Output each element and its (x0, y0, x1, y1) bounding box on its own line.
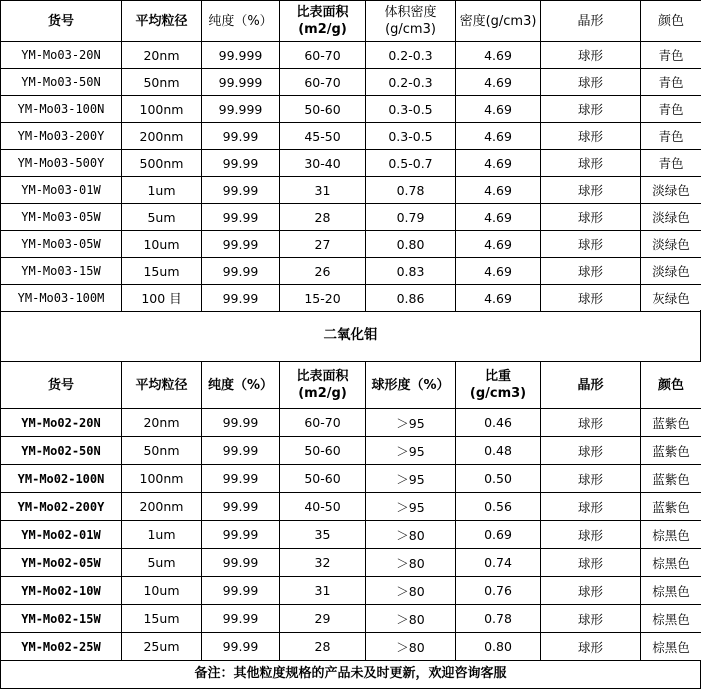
table-cell: 1um (122, 177, 202, 204)
table-cell: YM-Mo02-01W (1, 521, 122, 549)
table-cell: 淡绿色 (641, 204, 701, 231)
table-row (1, 549, 701, 577)
table-cell: YM-Mo03-01W (1, 177, 122, 204)
table-cell: 99.99 (202, 231, 280, 258)
table-cell: 球形 (541, 231, 641, 258)
table-cell: 青色 (641, 42, 701, 69)
table-cell: 青色 (641, 96, 701, 123)
table-cell: 球形 (541, 409, 641, 437)
table-cell: 0.5-0.7 (366, 150, 456, 177)
table-cell: 50nm (122, 69, 202, 96)
table-row (1, 633, 701, 661)
table2-header-sku: 货号 (1, 362, 122, 409)
table-cell: 100nm (122, 465, 202, 493)
table-cell: 99.99 (202, 465, 280, 493)
table-cell: 4.69 (456, 204, 541, 231)
table-row (1, 409, 701, 437)
table2-header-purity: 纯度（%） (202, 362, 280, 409)
table-cell: 蓝紫色 (641, 437, 701, 465)
table-cell: 0.76 (456, 577, 541, 605)
table-cell: YM-Mo02-100N (1, 465, 122, 493)
table-cell: 0.69 (456, 521, 541, 549)
table-cell: 5um (122, 549, 202, 577)
table-cell: ＞95 (366, 437, 456, 465)
table-cell: 4.69 (456, 231, 541, 258)
table-cell: 球形 (541, 285, 641, 312)
table2-header-crystal-form: 晶形 (541, 362, 641, 409)
table1-header-sku: 货号 (1, 1, 122, 42)
table-cell: 球形 (541, 493, 641, 521)
table-cell: YM-Mo03-50N (1, 69, 122, 96)
table-cell: 球形 (541, 204, 641, 231)
table-cell: YM-Mo02-25W (1, 633, 122, 661)
table-cell: 25um (122, 633, 202, 661)
table-cell: 28 (280, 204, 366, 231)
table-cell: ＞95 (366, 409, 456, 437)
table-cell: 200nm (122, 493, 202, 521)
table-cell: 淡绿色 (641, 258, 701, 285)
table-cell: 球形 (541, 633, 641, 661)
table-cell: 10um (122, 231, 202, 258)
table-cell: 0.56 (456, 493, 541, 521)
table-cell: 20nm (122, 409, 202, 437)
table2-header-sphericity: 球形度（%） (366, 362, 456, 409)
table-cell: 球形 (541, 605, 641, 633)
table-cell: 0.78 (366, 177, 456, 204)
table-cell: YM-Mo03-200Y (1, 123, 122, 150)
table-cell: 99.999 (202, 42, 280, 69)
table-cell: YM-Mo02-15W (1, 605, 122, 633)
table-cell: 0.80 (456, 633, 541, 661)
table-cell: 32 (280, 549, 366, 577)
table-cell: 4.69 (456, 258, 541, 285)
table-cell: 1um (122, 521, 202, 549)
table-cell: 60-70 (280, 409, 366, 437)
table-cell: YM-Mo03-20N (1, 42, 122, 69)
table-cell: YM-Mo03-500Y (1, 150, 122, 177)
table-cell: YM-Mo02-10W (1, 577, 122, 605)
table1-header-bulk-density: 体积密度 (g/cm3) (366, 1, 456, 42)
table-cell: 60-70 (280, 42, 366, 69)
table-cell: 10um (122, 577, 202, 605)
table-cell: 0.3-0.5 (366, 96, 456, 123)
table-cell: YM-Mo02-20N (1, 409, 122, 437)
moo3-spec-table (0, 0, 701, 312)
table-cell: 0.78 (456, 605, 541, 633)
table-row (1, 521, 701, 549)
table2-header-specific-gravity: 比重 (g/cm3) (456, 362, 541, 409)
table-cell: 球形 (541, 177, 641, 204)
table-row (1, 42, 701, 69)
table2-header-particle-size: 平均粒径 (122, 362, 202, 409)
table-cell: 0.86 (366, 285, 456, 312)
table-cell: 26 (280, 258, 366, 285)
table-cell: 99.999 (202, 96, 280, 123)
table-cell: 球形 (541, 437, 641, 465)
table-cell: ＞80 (366, 521, 456, 549)
table-cell: 棕黑色 (641, 577, 701, 605)
table-row (1, 437, 701, 465)
table-cell: 99.99 (202, 409, 280, 437)
table-row (1, 493, 701, 521)
table-cell: 棕黑色 (641, 549, 701, 577)
table-cell: 球形 (541, 123, 641, 150)
moo2-spec-table (0, 361, 701, 661)
table-cell: 99.99 (202, 177, 280, 204)
table-row (1, 258, 701, 285)
table-cell: 4.69 (456, 177, 541, 204)
table-cell: 100 目 (122, 285, 202, 312)
table1-header-row (1, 1, 701, 42)
table1-header-density: 密度(g/cm3) (456, 1, 541, 42)
table-cell: YM-Mo03-05W (1, 204, 122, 231)
table-cell: 0.83 (366, 258, 456, 285)
table-cell: 球形 (541, 150, 641, 177)
table-cell: 4.69 (456, 123, 541, 150)
table-cell: 45-50 (280, 123, 366, 150)
table-row (1, 605, 701, 633)
table-cell: 0.48 (456, 437, 541, 465)
table-cell: 28 (280, 633, 366, 661)
table-cell: 0.2-0.3 (366, 69, 456, 96)
section-title-molybdenum-dioxide: 二氧化钼 (0, 310, 701, 361)
table-row (1, 150, 701, 177)
table-cell: 20nm (122, 42, 202, 69)
table-cell: 棕黑色 (641, 521, 701, 549)
table-row (1, 204, 701, 231)
table-cell: YM-Mo02-05W (1, 549, 122, 577)
table-cell: 99.99 (202, 549, 280, 577)
table-cell: YM-Mo03-100N (1, 96, 122, 123)
table-cell: 0.2-0.3 (366, 42, 456, 69)
table-cell: 青色 (641, 69, 701, 96)
table-cell: YM-Mo02-200Y (1, 493, 122, 521)
table-cell: 99.99 (202, 521, 280, 549)
table-cell: 15-20 (280, 285, 366, 312)
table-cell: 99.999 (202, 69, 280, 96)
table-cell: 99.99 (202, 285, 280, 312)
table-cell: 30-40 (280, 150, 366, 177)
table-cell: 球形 (541, 69, 641, 96)
table-cell: 棕黑色 (641, 605, 701, 633)
table-cell: 15um (122, 258, 202, 285)
table-cell: 淡绿色 (641, 231, 701, 258)
table-cell: 0.80 (366, 231, 456, 258)
table1-header-color: 颜色 (641, 1, 701, 42)
table-cell: YM-Mo03-100M (1, 285, 122, 312)
table-cell: 27 (280, 231, 366, 258)
table-cell: 球形 (541, 42, 641, 69)
table-cell: 99.99 (202, 633, 280, 661)
table-cell: 0.50 (456, 465, 541, 493)
table-row (1, 96, 701, 123)
table-cell: 灰绿色 (641, 285, 701, 312)
table-cell: 99.99 (202, 150, 280, 177)
table-cell: 29 (280, 605, 366, 633)
table-cell: YM-Mo02-50N (1, 437, 122, 465)
table-cell: 35 (280, 521, 366, 549)
table-cell: 60-70 (280, 69, 366, 96)
table1-header-purity: 纯度（%） (202, 1, 280, 42)
table-cell: 500nm (122, 150, 202, 177)
table-cell: 50nm (122, 437, 202, 465)
table-cell: 50-60 (280, 96, 366, 123)
table-row (1, 177, 701, 204)
table-cell: 99.99 (202, 605, 280, 633)
table-cell: 99.99 (202, 493, 280, 521)
table2-header-surface-area: 比表面积 (m2/g) (280, 362, 366, 409)
table-row (1, 285, 701, 312)
table-cell: 99.99 (202, 437, 280, 465)
table-cell: 99.99 (202, 204, 280, 231)
table-cell: 0.46 (456, 409, 541, 437)
table-cell: 0.3-0.5 (366, 123, 456, 150)
table-cell: 200nm (122, 123, 202, 150)
table-cell: 99.99 (202, 123, 280, 150)
table-cell: 淡绿色 (641, 177, 701, 204)
table-cell: ＞95 (366, 493, 456, 521)
table-cell: 31 (280, 177, 366, 204)
table-cell: 0.74 (456, 549, 541, 577)
table-cell: YM-Mo03-15W (1, 258, 122, 285)
table1-header-crystal-form: 晶形 (541, 1, 641, 42)
table-cell: 40-50 (280, 493, 366, 521)
table2-header-row (1, 362, 701, 409)
table-cell: 5um (122, 204, 202, 231)
table-cell: ＞80 (366, 633, 456, 661)
footer-note: 备注：其他粒度规格的产品未及时更新，欢迎咨询客服 (0, 660, 701, 689)
table-cell: 4.69 (456, 42, 541, 69)
table-cell: 球形 (541, 577, 641, 605)
table-cell: 99.99 (202, 577, 280, 605)
table-cell: 球形 (541, 465, 641, 493)
table-cell: ＞80 (366, 605, 456, 633)
table-cell: 球形 (541, 521, 641, 549)
table-cell: 50-60 (280, 437, 366, 465)
table-cell: 99.99 (202, 258, 280, 285)
table1-header-particle-size: 平均粒径 (122, 1, 202, 42)
table-cell: 棕黑色 (641, 633, 701, 661)
table-cell: 青色 (641, 123, 701, 150)
table-row (1, 465, 701, 493)
table-cell: 31 (280, 577, 366, 605)
table-cell: 蓝紫色 (641, 493, 701, 521)
table-cell: 球形 (541, 258, 641, 285)
table-cell: 4.69 (456, 69, 541, 96)
table-cell: 蓝紫色 (641, 409, 701, 437)
table-cell: 球形 (541, 96, 641, 123)
table-row (1, 231, 701, 258)
table-cell: 球形 (541, 549, 641, 577)
table2-header-color: 颜色 (641, 362, 701, 409)
table-row (1, 69, 701, 96)
table-row (1, 123, 701, 150)
table-cell: 4.69 (456, 150, 541, 177)
table1-header-surface-area: 比表面积 (m2/g) (280, 1, 366, 42)
table-row (1, 577, 701, 605)
table-cell: ＞80 (366, 549, 456, 577)
table-cell: 青色 (641, 150, 701, 177)
table-cell: 蓝紫色 (641, 465, 701, 493)
table-cell: 15um (122, 605, 202, 633)
table-cell: 0.79 (366, 204, 456, 231)
table-cell: 50-60 (280, 465, 366, 493)
table-cell: YM-Mo03-05W (1, 231, 122, 258)
table-cell: ＞80 (366, 577, 456, 605)
table-cell: ＞95 (366, 465, 456, 493)
table-cell: 4.69 (456, 285, 541, 312)
table-cell: 4.69 (456, 96, 541, 123)
table-cell: 100nm (122, 96, 202, 123)
